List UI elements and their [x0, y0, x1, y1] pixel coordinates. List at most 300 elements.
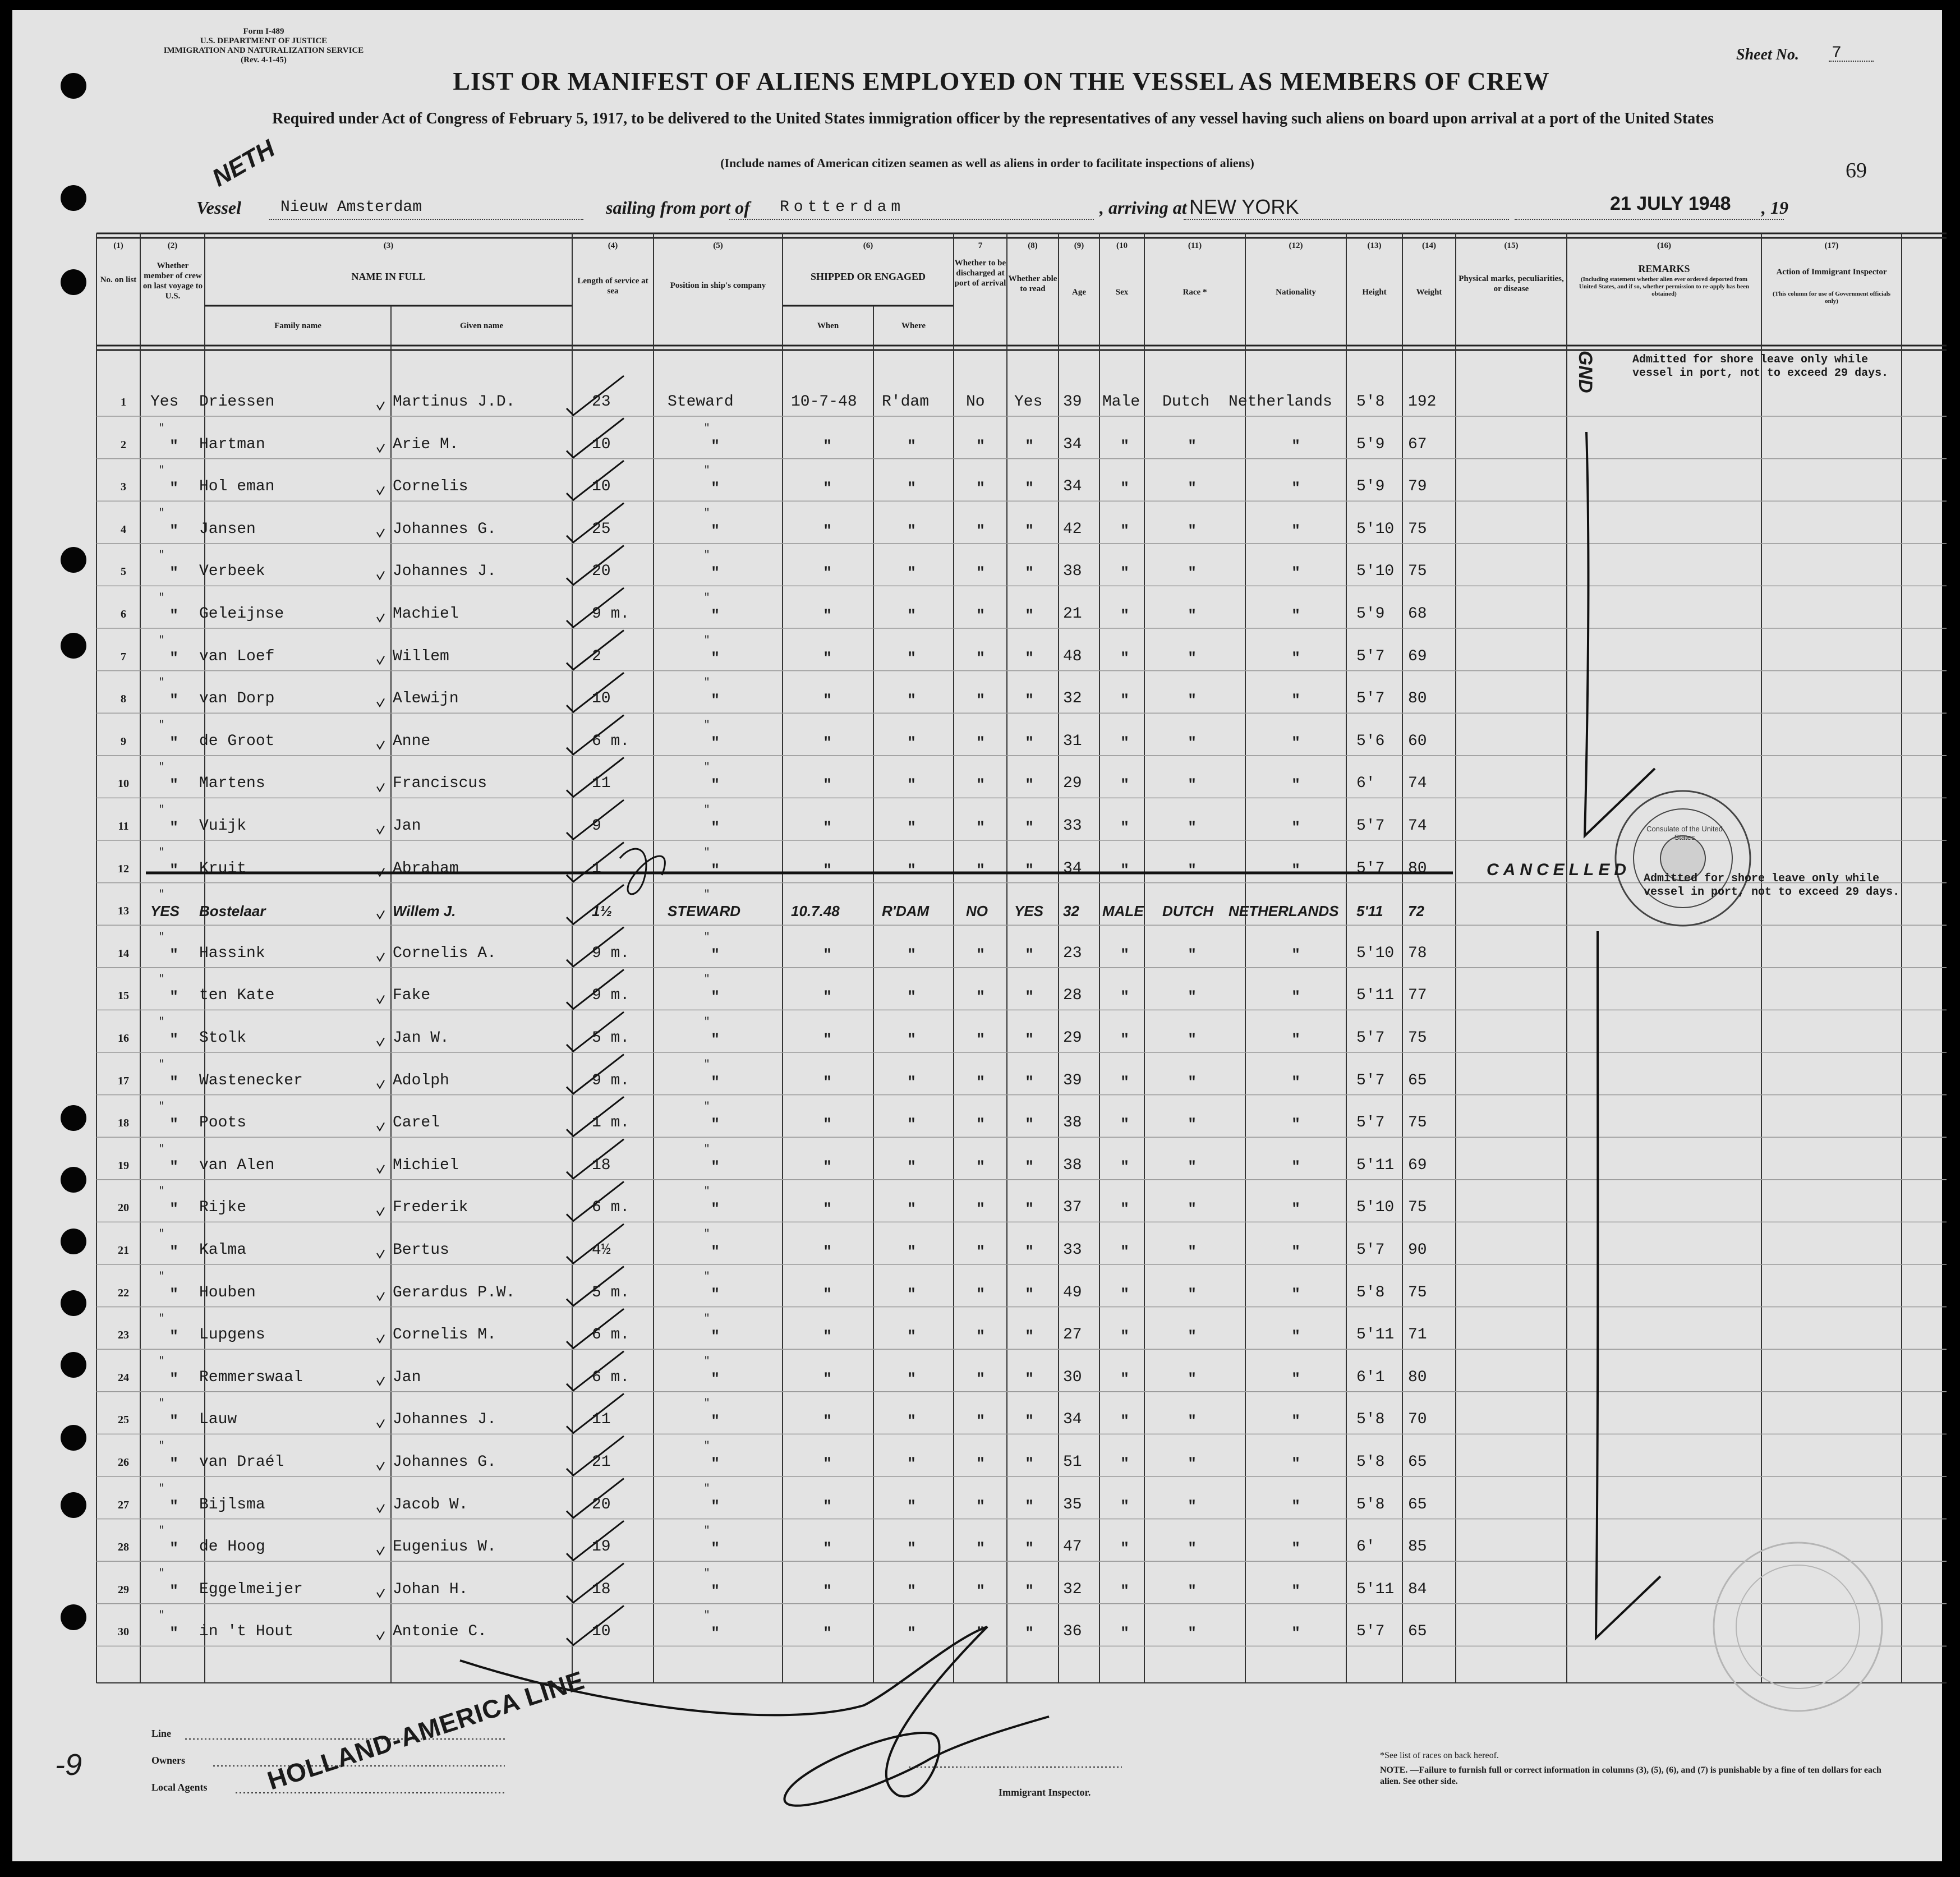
table-row: [0, 634, 1960, 688]
ditto-mark: ": [169, 861, 178, 878]
crew-discharged: NO: [966, 903, 988, 920]
crew-height: 5'9: [1356, 435, 1385, 453]
crew-service: 23: [592, 393, 611, 411]
ditto-mark: ": [1120, 1031, 1129, 1048]
ditto-mark: ": [907, 1031, 916, 1048]
crew-service: 10: [592, 1623, 611, 1641]
row-number: 6: [121, 608, 126, 620]
ditto-mark: ": [1120, 1413, 1129, 1430]
row-number: 20: [118, 1202, 129, 1214]
ditto-mark: ": [823, 734, 832, 751]
col-14-header: Weight: [1416, 288, 1442, 297]
crew-position: Steward: [668, 393, 734, 411]
crew-age: 47: [1063, 1538, 1082, 1556]
ditto-mark: ": [1291, 437, 1300, 454]
crew-age: 27: [1063, 1326, 1082, 1344]
ditto-mark: ": [703, 1441, 710, 1452]
crew-age: 21: [1063, 605, 1082, 623]
remarks-initials-1: GND: [1575, 351, 1596, 393]
crew-given: Anne: [393, 732, 431, 750]
ditto-mark: ": [1188, 1200, 1197, 1218]
col-1-header: No. on list: [100, 275, 137, 284]
crew-family: van Draél: [199, 1453, 284, 1471]
crew-when: 10.7.48: [791, 903, 840, 920]
crew-weight: 75: [1408, 520, 1427, 538]
ditto-mark: ": [823, 1582, 832, 1599]
crew-weight: 75: [1408, 1114, 1427, 1132]
form-revision: (Rev. 4-1-45): [241, 56, 287, 65]
ditto-mark: ": [907, 946, 916, 963]
ditto-mark: ": [907, 1073, 916, 1091]
cancelled-mark: CANCELLED: [1487, 861, 1631, 879]
row-number: 9: [121, 735, 126, 748]
ditto-mark: ": [1188, 1497, 1197, 1515]
crew-given: Carel: [393, 1114, 440, 1132]
ditto-mark: ": [158, 974, 165, 986]
crew-height: 5'7: [1356, 1071, 1385, 1089]
row-number: 16: [118, 1032, 129, 1045]
ditto-mark: ": [976, 1497, 985, 1515]
ditto-mark: ": [1025, 1413, 1034, 1430]
ditto-mark: ": [169, 607, 178, 624]
ditto-mark: ": [976, 1285, 985, 1303]
crew-height: 5'7: [1356, 1623, 1385, 1641]
crew-weight: 78: [1408, 944, 1427, 962]
ditto-mark: ": [976, 734, 985, 751]
ditto-mark: ": [976, 1413, 985, 1430]
ditto-mark: ": [703, 1355, 710, 1367]
crew-given: Michiel: [393, 1156, 459, 1174]
ditto-mark: ": [907, 1200, 916, 1218]
ditto-mark: ": [1025, 1370, 1034, 1387]
row-number: 24: [118, 1371, 129, 1384]
crew-family: Remmerswaal: [199, 1368, 303, 1386]
crew-age: 32: [1063, 1580, 1082, 1598]
ditto-mark: ": [1188, 480, 1197, 497]
crew-weight: 65: [1408, 1453, 1427, 1471]
crew-given: Willem J.: [393, 903, 456, 920]
crew-age: 33: [1063, 817, 1082, 835]
col-2-header: Whether member of crew on last voyage to U.S.: [142, 261, 203, 301]
ditto-mark: ": [976, 522, 985, 539]
ditto-mark: ": [1291, 1243, 1300, 1260]
ditto-mark: ": [976, 1200, 985, 1218]
table-row: [0, 889, 1960, 942]
crew-given: Antonie C.: [393, 1623, 487, 1641]
ditto-mark: ": [1120, 861, 1129, 878]
ditto-mark: ": [703, 634, 710, 646]
table-row: [0, 1355, 1960, 1409]
table-row: [0, 507, 1960, 560]
col-7-number: 7: [978, 241, 983, 250]
family-name-header: Family name: [274, 321, 321, 330]
ditto-mark: ": [169, 1328, 178, 1345]
crew-last-voyage: Yes: [150, 393, 179, 411]
crew-height: 5'9: [1356, 478, 1385, 496]
ditto-mark: ": [1188, 734, 1197, 751]
crew-age: 35: [1063, 1496, 1082, 1513]
crew-height: 5'8: [1356, 1496, 1385, 1513]
ditto-mark: ": [823, 776, 832, 794]
ditto-mark: ": [703, 1059, 710, 1070]
ditto-mark: ": [711, 649, 720, 666]
row-number: 21: [118, 1244, 129, 1257]
row-number: 7: [121, 650, 126, 663]
crew-weight: 90: [1408, 1241, 1427, 1259]
crew-weight: 65: [1408, 1623, 1427, 1641]
crew-weight: 80: [1408, 690, 1427, 708]
ditto-mark: ": [823, 1243, 832, 1260]
ditto-mark: ": [1025, 1582, 1034, 1599]
crew-age: 48: [1063, 647, 1082, 665]
ditto-mark: ": [1188, 649, 1197, 666]
col-11-header: Race *: [1183, 288, 1207, 297]
ditto-mark: ": [1188, 861, 1197, 878]
ditto-mark: ": [1188, 522, 1197, 539]
ditto-mark: ": [1291, 1370, 1300, 1387]
ditto-mark: ": [158, 931, 165, 943]
crew-age: 34: [1063, 1411, 1082, 1429]
ditto-mark: ": [1291, 480, 1300, 497]
crew-service: 1½: [592, 903, 613, 920]
crew-read: YES: [1014, 903, 1044, 920]
ditto-mark: ": [1120, 1285, 1129, 1303]
crew-family: Kalma: [199, 1241, 247, 1259]
col-6-number: (6): [863, 241, 873, 250]
ditto-mark: ": [907, 1158, 916, 1175]
row-number: 5: [121, 565, 126, 578]
crew-height: 5'11: [1356, 903, 1383, 920]
crew-service: 4½: [592, 1241, 611, 1259]
crew-service: 9: [592, 817, 601, 835]
ditto-mark: ": [1188, 1116, 1197, 1133]
crew-given: Cornelis A.: [393, 944, 496, 962]
col-13-header: Height: [1362, 288, 1387, 297]
ditto-mark: ": [976, 1073, 985, 1091]
ditto-mark: ": [1188, 1328, 1197, 1345]
ditto-mark: ": [1188, 437, 1197, 454]
when-header: When: [817, 321, 839, 330]
crew-service: 9 m.: [592, 987, 630, 1005]
crew-last-voyage: YES: [150, 903, 180, 920]
ditto-mark: ": [158, 1525, 165, 1537]
ditto-mark: ": [169, 1540, 178, 1557]
ditto-mark: ": [976, 1158, 985, 1175]
ditto-mark: ": [703, 931, 710, 943]
crew-height: 5'7: [1356, 859, 1385, 877]
ditto-mark: ": [823, 480, 832, 497]
crew-where: R'dam: [882, 393, 930, 411]
subtitle: Required under Act of Congress of February 5, 1917, to be delivered to the United States immigration officer by the representatives of any vessel having such aliens on board upon arrival at a port of the United States: [272, 110, 1714, 127]
sailing-label: sailing from port of: [606, 197, 750, 218]
crew-race: Dutch: [1162, 393, 1210, 411]
ditto-mark: ": [1120, 437, 1129, 454]
ditto-mark: ": [158, 1398, 165, 1410]
ditto-mark: ": [158, 465, 165, 477]
ditto-mark: ": [703, 1483, 710, 1494]
ditto-mark: ": [823, 861, 832, 878]
crew-service: 9 m.: [592, 605, 630, 623]
crew-service: 11: [592, 775, 611, 793]
ditto-mark: ": [907, 437, 916, 454]
crew-given: Willem: [393, 647, 449, 665]
ditto-mark: ": [1291, 988, 1300, 1006]
ditto-mark: ": [1291, 692, 1300, 709]
ditto-mark: ": [1025, 1031, 1034, 1048]
ditto-mark: ": [907, 1328, 916, 1345]
ditto-mark: ": [823, 1370, 832, 1387]
table-row: [0, 719, 1960, 772]
ditto-mark: ": [976, 437, 985, 454]
crew-sex: Male: [1102, 393, 1140, 411]
ditto-mark: ": [1188, 1285, 1197, 1303]
row-number: 25: [118, 1414, 129, 1427]
ditto-mark: ": [907, 776, 916, 794]
crew-weight: 75: [1408, 1283, 1427, 1301]
ditto-mark: ": [158, 677, 165, 689]
ditto-mark: ": [1188, 1455, 1197, 1472]
crew-given: Johannes G.: [393, 1453, 496, 1471]
ditto-mark: ": [1025, 819, 1034, 836]
crew-age: 38: [1063, 1156, 1082, 1174]
crew-age: 31: [1063, 732, 1082, 750]
crew-height: 5'10: [1356, 520, 1395, 538]
ditto-mark: ": [1291, 649, 1300, 666]
crew-height: 6': [1356, 1538, 1375, 1556]
ditto-mark: ": [158, 889, 165, 901]
crew-weight: 75: [1408, 1199, 1427, 1217]
ditto-mark: ": [907, 861, 916, 878]
ditto-mark: ": [907, 649, 916, 666]
crew-height: 5'9: [1356, 605, 1385, 623]
crew-age: 29: [1063, 775, 1082, 793]
ditto-mark: ": [158, 1483, 165, 1494]
crew-family: Bostelaar: [199, 903, 266, 920]
crew-given: Bertus: [393, 1241, 449, 1259]
ditto-mark: ": [711, 1370, 720, 1387]
ditto-mark: ": [711, 734, 720, 751]
ditto-mark: ": [1025, 1243, 1034, 1260]
ditto-mark: ": [823, 1413, 832, 1430]
ditto-mark: ": [1025, 1158, 1034, 1175]
crew-weight: 74: [1408, 817, 1427, 835]
crew-service: 6 m.: [592, 1199, 630, 1217]
ditto-mark: ": [169, 1116, 178, 1133]
crew-age: 28: [1063, 987, 1082, 1005]
ditto-mark: ": [976, 1116, 985, 1133]
crew-family: Wastenecker: [199, 1071, 303, 1089]
row-number: 13: [118, 905, 129, 918]
ditto-mark: ": [976, 692, 985, 709]
ditto-mark: ": [1120, 1625, 1129, 1642]
ditto-mark: ": [711, 1413, 720, 1430]
ditto-mark: ": [1025, 861, 1034, 878]
crew-height: 5'7: [1356, 1241, 1385, 1259]
crew-weight: 69: [1408, 1156, 1427, 1174]
ditto-mark: ": [1120, 480, 1129, 497]
ditto-mark: ": [1025, 564, 1034, 582]
ditto-mark: ": [1120, 1328, 1129, 1345]
ditto-mark: ": [711, 692, 720, 709]
ditto-mark: ": [907, 1285, 916, 1303]
col-9-number: (9): [1074, 241, 1084, 250]
ditto-mark: ": [711, 776, 720, 794]
ditto-mark: ": [907, 564, 916, 582]
ditto-mark: ": [158, 507, 165, 519]
ditto-mark: ": [1188, 692, 1197, 709]
col-10-header: Sex: [1115, 288, 1129, 297]
ditto-mark: ": [711, 1200, 720, 1218]
ditto-mark: ": [976, 480, 985, 497]
ditto-mark: ": [703, 550, 710, 562]
ditto-mark: ": [823, 1497, 832, 1515]
ditto-mark: ": [1120, 1455, 1129, 1472]
crew-where: R'DAM: [882, 903, 930, 920]
ditto-mark: ": [169, 437, 178, 454]
crew-age: 42: [1063, 520, 1082, 538]
ditto-mark: ": [823, 1328, 832, 1345]
col-6-header: SHIPPED OR ENGAGED: [810, 271, 926, 282]
ditto-mark: ": [169, 1455, 178, 1472]
row-number: 22: [118, 1286, 129, 1299]
crew-service: 6 m.: [592, 1326, 630, 1344]
crew-given: Johan H.: [393, 1580, 468, 1598]
col-17-number: (17): [1824, 241, 1839, 250]
ditto-mark: ": [976, 1370, 985, 1387]
inspector-label: Immigrant Inspector.: [999, 1787, 1091, 1798]
crew-service: 18: [592, 1580, 611, 1598]
ditto-mark: ": [1025, 1285, 1034, 1303]
ditto-mark: ": [823, 988, 832, 1006]
crew-given: Frederik: [393, 1199, 468, 1217]
row-number: 10: [118, 778, 129, 790]
ditto-mark: ": [158, 762, 165, 774]
ditto-mark: ": [711, 1116, 720, 1133]
ditto-mark: ": [169, 692, 178, 709]
crew-given: Johannes J.: [393, 1411, 496, 1429]
ditto-mark: ": [1120, 1497, 1129, 1515]
crew-given: Abraham: [393, 859, 459, 877]
ditto-mark: ": [169, 734, 178, 751]
ditto-mark: ": [1025, 1116, 1034, 1133]
crew-family: Rijke: [199, 1199, 247, 1217]
crew-family: Kruit: [199, 859, 247, 877]
ditto-mark: ": [711, 1540, 720, 1557]
footer-penalty-note: NOTE. —Failure to furnish full or correct information in columns (3), (5), (6), and (7) is punishable by a fine of ten dollars for each alien. See other side.: [1380, 1765, 1881, 1786]
col-10-number: (10: [1116, 241, 1128, 250]
col-16-subheader: (Including statement whether alien ever ordered deported from United States, and if so, whether permission to re-apply has been obtained): [1579, 276, 1750, 297]
col-8-number: (8): [1028, 241, 1038, 250]
table-row: [0, 762, 1960, 815]
ditto-mark: ": [907, 480, 916, 497]
crew-weight: 79: [1408, 478, 1427, 496]
ditto-mark: ": [976, 1455, 985, 1472]
crew-service: 18: [592, 1156, 611, 1174]
ditto-mark: ": [158, 1567, 165, 1579]
table-row: [0, 1101, 1960, 1154]
ditto-mark: ": [711, 1073, 720, 1091]
crew-given: Arie M.: [393, 435, 459, 453]
crew-age: 32: [1063, 690, 1082, 708]
crew-age: 23: [1063, 944, 1082, 962]
ditto-mark: ": [711, 522, 720, 539]
ditto-mark: ": [703, 1313, 710, 1325]
ditto-mark: ": [1120, 1243, 1129, 1260]
ditto-mark: ": [907, 1370, 916, 1387]
holland-america-line-stamp: HOLLAND-AMERICA LINE: [264, 1665, 588, 1796]
table-row: [0, 1525, 1960, 1578]
table-row: [0, 1016, 1960, 1069]
subtitle-note: (Include names of American citizen seamen as well as aliens in order to facilitate inspections of aliens): [720, 156, 1254, 170]
row-number: 14: [118, 947, 129, 960]
ditto-mark: ": [823, 649, 832, 666]
ditto-mark: ": [1120, 1158, 1129, 1175]
arriving-port: NEW YORK: [1189, 195, 1299, 218]
ditto-mark: ": [823, 819, 832, 836]
col-8-header: Whether able to read: [1008, 274, 1057, 293]
ditto-mark: ": [169, 564, 178, 582]
ditto-mark: ": [1120, 1540, 1129, 1557]
ditto-mark: ": [169, 819, 178, 836]
crew-given: Jacob W.: [393, 1496, 468, 1513]
col-16-number: (16): [1657, 241, 1671, 250]
crew-age: 30: [1063, 1368, 1082, 1386]
table-row: [0, 1229, 1960, 1281]
crew-given: Cornelis M.: [393, 1326, 496, 1344]
ditto-mark: ": [1291, 1540, 1300, 1557]
ditto-mark: ": [823, 437, 832, 454]
ditto-mark: ": [1188, 564, 1197, 582]
ditto-mark: ": [823, 1285, 832, 1303]
footer-races-note: *See list of races on back hereof.: [1380, 1751, 1499, 1760]
ditto-mark: ": [1291, 564, 1300, 582]
ditto-mark: ": [1120, 1370, 1129, 1387]
ditto-mark: ": [1291, 1497, 1300, 1515]
ditto-mark: ": [703, 677, 710, 689]
ditto-mark: ": [158, 804, 165, 816]
row-number: 28: [118, 1541, 129, 1554]
ditto-mark: ": [976, 564, 985, 582]
ditto-mark: ": [169, 1285, 178, 1303]
crew-height: 5'11: [1356, 987, 1395, 1005]
crew-weight: 69: [1408, 647, 1427, 665]
ditto-mark: ": [976, 946, 985, 963]
form-number: Form I-489: [243, 27, 284, 36]
crew-height: 5'7: [1356, 690, 1385, 708]
crew-height: 5'11: [1356, 1326, 1395, 1344]
ditto-mark: ": [1120, 988, 1129, 1006]
ditto-mark: ": [703, 974, 710, 986]
crew-age: 38: [1063, 563, 1082, 581]
ditto-mark: ": [907, 1540, 916, 1557]
ditto-mark: ": [711, 1497, 720, 1515]
crew-height: 5'11: [1356, 1156, 1395, 1174]
crew-family: Hassink: [199, 944, 265, 962]
ditto-mark: ": [907, 988, 916, 1006]
crew-weight: 77: [1408, 987, 1427, 1005]
ditto-mark: ": [976, 649, 985, 666]
ditto-mark: ": [158, 1355, 165, 1367]
crew-weight: 85: [1408, 1538, 1427, 1556]
ditto-mark: ": [1291, 734, 1300, 751]
crew-age: 49: [1063, 1283, 1082, 1301]
table-row: [0, 422, 1960, 476]
crew-family: Bijlsma: [199, 1496, 265, 1513]
ditto-mark: ": [1188, 607, 1197, 624]
crew-given: Jan W.: [393, 1029, 449, 1047]
crew-height: 6'1: [1356, 1368, 1385, 1386]
crew-given: Johannes G.: [393, 520, 496, 538]
